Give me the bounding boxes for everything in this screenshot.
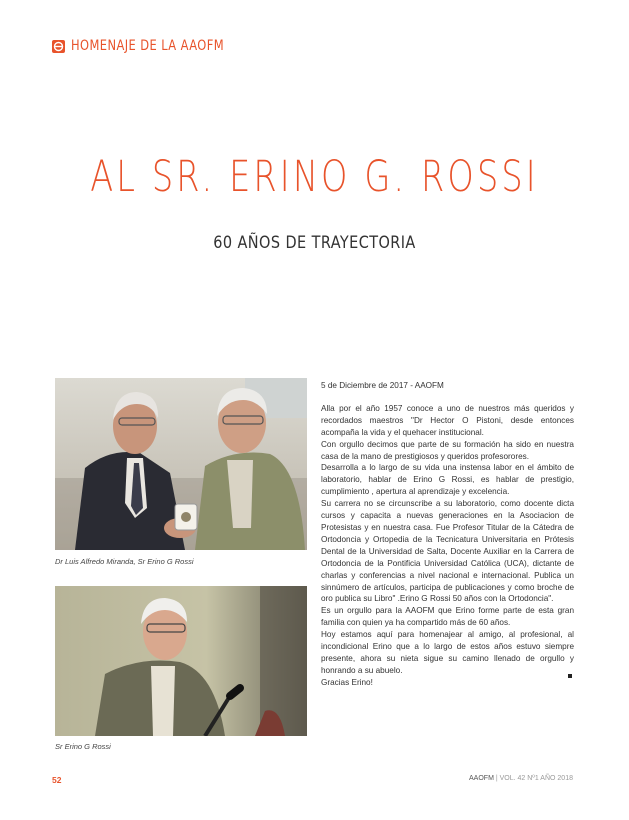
journal-issue: | VOL. 42 Nº1 AÑO 2018 [493, 775, 573, 782]
article-paragraph: Con orgullo decimos que parte de su formación ha sido en nuestra casa de la mano de prestigiosos y queridos profesorores. [321, 439, 574, 461]
article-paragraph: Alla por el año 1957 conoce a uno de nuestros más queridos y recordados maestros "Dr Hector O Pistoni, desde entonces acompaña la vida y el quehacer institucional. [321, 403, 574, 437]
article-paragraph: Hoy estamos aquí para homenajear al amigo, al profesional, al incondicional Erino que a lo largo de estos años estuvo siempre presente, ahora su nieta sigue su camino llenado de orgullo y honrando a su abuelo. [321, 630, 574, 675]
article-title: AL SR. ERINO G. ROSSI [90, 152, 539, 202]
article-subtitle: 60 AÑOS DE TRAYECTORIA [213, 233, 416, 253]
article-paragraph: Gracias Erino! [321, 677, 373, 687]
article-paragraph: Su carrera no se circunscribe a su laboratorio, como docente dicta cursos y capacita a nuevas generaciones en la Asociacion de Protesistas y en nuestra casa. Fue Profesor Titular de la Cátedra de Ortodoncia y Ortopedia de la Tecnicatura Universitaria en Prótesis Dental de la Universidad de Salta, Docente Auxiliar en la Carrera de Ortodoncia de la Pontificia Universidad Católica (UCA), dictante de charlas y conferencias a nivel nacional e internacional. Publica un sinnúmero de artículos, participa de publicaciones y como broche de oro publica su Libro" .Erino G Rossi 50 años con la Ortodoncia". [321, 499, 574, 604]
photo-rossi-speech [55, 586, 307, 736]
aaofm-logo-icon [52, 40, 65, 53]
end-of-article-mark [568, 674, 572, 678]
article-paragraph: Desarrolla a lo largo de su vida una instensa labor en el ámbito de laboratorio, hablar de Erino G Rossi, es hablar de prestigio, cumplimiento , apertura al aprendizaje y excelencia. [321, 463, 574, 497]
photo-caption: Dr Luis Alfredo Miranda, Sr Erino G Rossi [55, 557, 194, 566]
article-date: 5 de Diciembre de 2017 - AAOFM [321, 381, 444, 390]
page-number: 52 [52, 775, 62, 785]
article-body [321, 380, 574, 689]
photo-miranda-rossi [55, 378, 307, 550]
journal-footer [469, 775, 573, 782]
section-label: HOMENAJE DE LA AAOFM [71, 38, 225, 54]
article-paragraph: Es un orgullo para la AAOFM que Erino forme parte de esta gran familia con quien ya ha compartido más de 60 años. [321, 606, 574, 628]
photo-caption: Sr Erino G Rossi [55, 742, 111, 751]
journal-brand: AAOFM [469, 775, 494, 782]
section-header [52, 36, 258, 56]
